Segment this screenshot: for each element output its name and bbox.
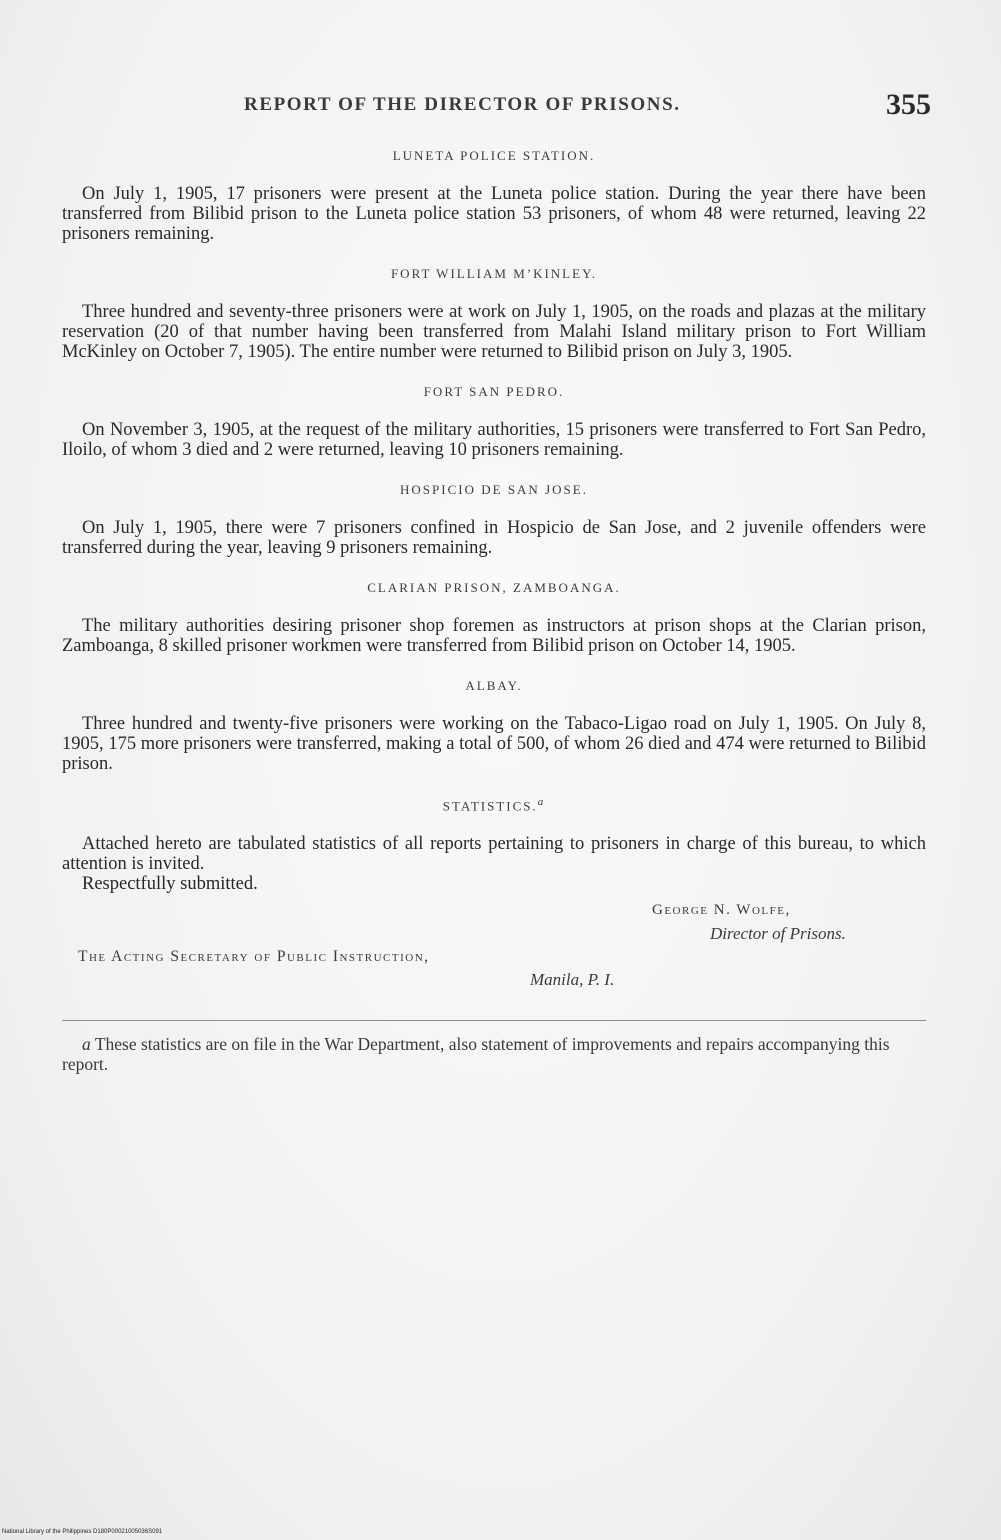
page-content xyxy=(62,148,926,1074)
page-header xyxy=(244,88,931,128)
section-heading: CLARIAN PRISON, ZAMBOANGA. xyxy=(367,580,621,595)
section-fort-san-pedro xyxy=(62,384,926,460)
section-heading: LUNETA POLICE STATION. xyxy=(392,148,596,163)
section-body: Three hundred and seventy-three prisoners were at work on July 1, 1905, on the roads and plazas at the military reservation (20 of that number having been transferred from Malahi Island military prison to Fort William McKinley on October 7, 1905). The entire number were returned to Bilibid prison on July 3, 1905. xyxy=(62,302,926,362)
footnote-mark: a xyxy=(82,1034,91,1055)
section-body: On July 1, 1905, 17 prisoners were present at the Luneta police station. During the year there have been transferred from Bilibid prison to the Luneta police station 53 prisoners, of whom 48 were returned, leaving 22 prisoners remaining. xyxy=(62,184,926,244)
footnote-reference: a xyxy=(537,796,546,808)
footnote-text: These statistics are on file in the War Department, also statement of improvements and repairs accompanying this report. xyxy=(62,1034,890,1075)
section-heading: ALBAY. xyxy=(465,678,523,693)
section-body: On July 1, 1905, there were 7 prisoners confined in Hospicio de San Jose, and 2 juvenile offenders were transferred during the year, leaving 9 prisoners remaining. xyxy=(62,518,926,558)
section-body: On November 3, 1905, at the request of the military authorities, 15 prisoners were transferred to Fort San Pedro, Iloilo, of whom 3 died and 2 were returned, leaving 10 prisoners remaining. xyxy=(62,420,926,460)
addressee-place: Manila, P. I. xyxy=(530,970,615,990)
statistics-heading-text: STATISTICS. xyxy=(442,798,538,814)
running-title: REPORT OF THE DIRECTOR OF PRISONS. xyxy=(244,94,681,115)
section-hospicio xyxy=(62,482,926,558)
section-statistics xyxy=(62,796,926,894)
scan-imprint: National Library of the Philippines D180P00021005036S091 xyxy=(2,1529,163,1535)
section-heading: FORT WILLIAM M’KINLEY. xyxy=(390,266,598,281)
signature-block xyxy=(62,902,926,948)
section-body: Three hundred and twenty-five prisoners were working on the Tabaco-Ligao road on July 1, 1905. On July 8, 1905, 175 more prisoners were transferred, making a total of 500, of whom 26 died and 474 were returned to Bilibid prison. xyxy=(62,714,926,774)
section-heading: FORT SAN PEDRO. xyxy=(423,384,565,399)
addressee-block xyxy=(62,948,926,994)
statistics-body: Attached hereto are tabulated statistics of all reports pertaining to prisoners in charge of this bureau, to which attention is invited. xyxy=(62,834,926,875)
section-albay xyxy=(62,678,926,774)
section-clarian xyxy=(62,580,926,656)
closing-line: Respectfully submitted. xyxy=(82,874,258,895)
section-heading xyxy=(62,796,926,814)
section-heading: HOSPICIO DE SAN JOSE. xyxy=(400,482,588,497)
addressee-line: The Acting Secretary of Public Instruction, xyxy=(78,948,430,966)
signatory-title: Director of Prisons. xyxy=(710,924,846,944)
section-body: The military authorities desiring prisoner shop foremen as instructors at prison shops at the Clarian prison, Zamboanga, 8 skilled prisoner workmen were transferred from Bilibid prison on October 14, 1905. xyxy=(62,616,926,656)
page-number: 355 xyxy=(886,88,931,121)
signatory-name: George N. Wolfe, xyxy=(652,902,791,919)
footnote-rule xyxy=(62,1020,926,1021)
footnote xyxy=(62,1020,926,1074)
section-fort-mckinley xyxy=(62,266,926,362)
section-luneta xyxy=(62,148,926,244)
